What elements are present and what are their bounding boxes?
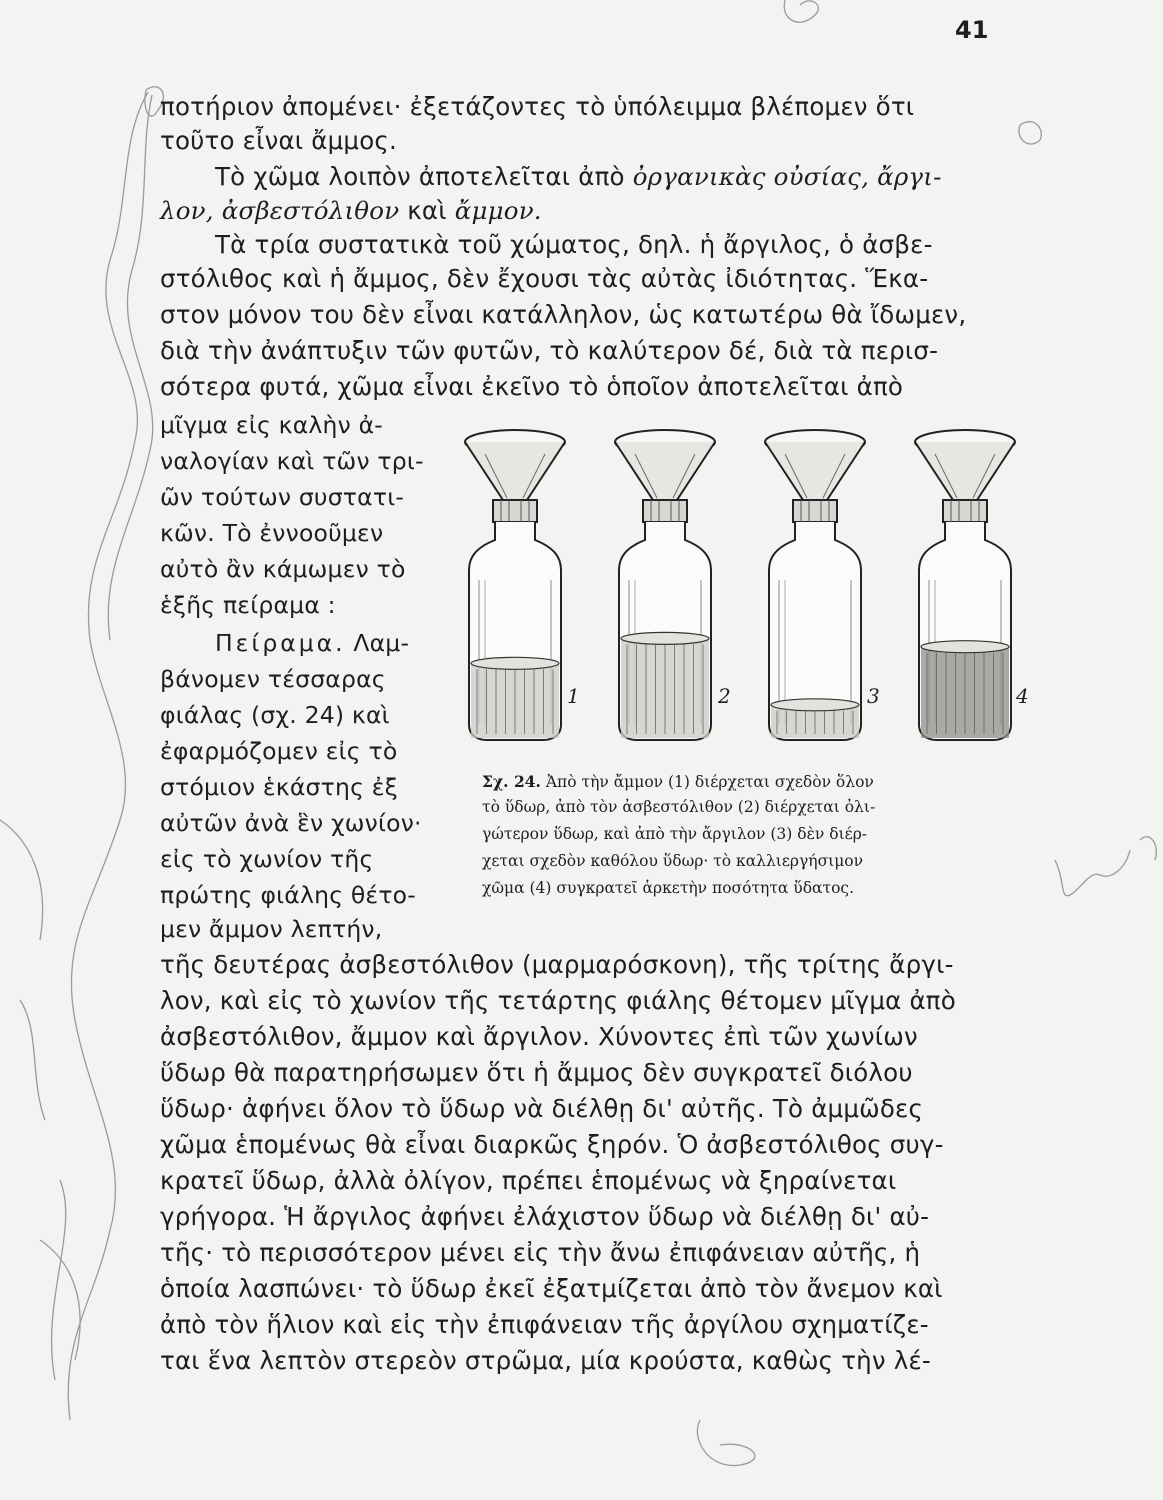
italic-term: ὀργανικὰς οὐσίας, ἄργι-: [632, 162, 942, 191]
body-line: ποτήριον ἀπομένει· ἐξετάζοντες τὸ ὑπόλειμμα βλέπομεν ὅτι: [160, 92, 915, 121]
body-line: ἀσβεστόλιθον, ἄμμον καὶ ἄργιλον. Χύνοντες ἐπὶ τῶν χωνίων: [160, 1022, 918, 1051]
figure-caption-line: χῶμα (4) συγκρατεῖ ἀρκετὴν ποσότητα ὕδατος.: [482, 879, 855, 897]
body-line: κρατεῖ ὕδωρ, ἀλλὰ ὀλίγον, πρέπει ἑπομένως νὰ ξηραίνεται: [160, 1166, 897, 1195]
body-line: [160, 196, 542, 226]
body-line: στόλιθος καὶ ἡ ἄμμος, δὲν ἔχουσι τὰς αὐτὰς ἰδιότητας. Ἕκα-: [160, 264, 929, 293]
narrow-line: κῶν. Τὸ ἐννοοῦμεν: [160, 519, 384, 547]
body-line: ἀπὸ τὸν ἥλιον καὶ εἰς τὴν ἐπιφάνειαν τῆς ἀργίλου σχηματίζε-: [160, 1310, 929, 1339]
figure-label-4: 4: [1016, 684, 1029, 708]
body-line: γρήγορα. Ἡ ἄργιλος ἀφήνει ἐλάχιστον ὕδωρ νὰ διέλθῃ δι' αὐ-: [160, 1202, 930, 1231]
body-line: ὁποία λασπώνει· τὸ ὕδωρ ἐκεῖ ἐξατμίζεται ἀπὸ τὸν ἄνεμον καὶ: [160, 1274, 943, 1303]
body-line: ὕδωρ· ἀφήνει ὅλον τὸ ὕδωρ νὰ διέλθῃ δι' αὐτῆς. Τὸ ἀμμῶδες: [160, 1094, 924, 1123]
figure-label-2: 2: [718, 684, 731, 708]
body-line: διὰ τὴν ἀνάπτυξιν τῶν φυτῶν, τὸ καλύτερον δέ, διὰ τὰ περισ-: [160, 336, 939, 365]
body-line: τῆς δευτέρας ἀσβεστόλιθον (μαρμαρόσκονη), τῆς τρίτης ἄργι-: [160, 950, 954, 979]
bottles-figure: [455, 420, 1035, 760]
narrow-line: αὐτῶν ἀνὰ ἓν χωνίον·: [160, 809, 422, 837]
page-number: 41: [955, 16, 989, 44]
body-line: ται ἕνα λεπτὸν στερεὸν στρῶμα, μία κρούστα, καθὼς τὴν λέ-: [160, 1346, 931, 1375]
figure-caption-line: τὸ ὕδωρ, ἀπὸ τὸν ἀσβεστόλιθον (2) διέρχεται ὀλι-: [482, 798, 876, 816]
narrow-line: ἐφαρμόζομεν εἰς τὸ: [160, 737, 398, 765]
body-text: Λαμ-: [345, 629, 410, 657]
bottle-1: [465, 430, 565, 740]
italic-term: ἄμμον.: [454, 196, 542, 225]
figure-caption-line: [482, 770, 1042, 794]
body-line: τῆς· τὸ περισσότερον μένει εἰς τὴν ἄνω ἐπιφάνειαν αὐτῆς, ἡ: [160, 1238, 921, 1267]
narrow-line: στόμιον ἑκάστης ἐξ: [160, 773, 398, 801]
body-line: λον, καὶ εἰς τὸ χωνίον τῆς τετάρτης φιάλης θέτομεν μῖγμα ἀπὸ: [160, 986, 956, 1015]
narrow-line: φιάλας (σχ. 24) καὶ: [160, 701, 390, 729]
caption-label: Σχ. 24.: [482, 772, 541, 791]
water-surface-4: [921, 641, 1009, 653]
narrow-line: βάνομεν τέσσαρας: [160, 665, 386, 693]
body-line: στον μόνον του δὲν εἶναι κατάλληλον, ὡς κατωτέρω θὰ ἴδωμεν,: [160, 300, 967, 329]
water-surface-2: [621, 632, 709, 644]
body-text: Τὸ χῶμα λοιπὸν ἀποτελεῖται ἀπὸ: [215, 162, 633, 191]
experiment-heading: Πείραμα.: [215, 629, 346, 657]
water-surface-1: [471, 657, 559, 669]
figure-caption-line: χεται σχεδὸν καθόλου ὕδωρ· τὸ καλλιεργήσιμον: [482, 852, 864, 870]
narrow-line: αὐτὸ ἂν κάμωμεν τὸ: [160, 555, 406, 583]
narrow-line: μῖγμα εἰς καλὴν ἀ-: [160, 411, 383, 439]
figure-label-3: 3: [867, 684, 880, 708]
body-text: καὶ: [399, 196, 455, 225]
caption-text: Ἀπὸ τὴν ἄμμον (1) διέρχεται σχεδὸν ὅλον: [540, 773, 874, 791]
figure-caption-line: γώτερον ὕδωρ, καὶ ἀπὸ τὴν ἄργιλον (3) δὲν διέρ-: [482, 825, 868, 843]
body-line: [215, 162, 942, 192]
body-line: ὕδωρ θὰ παρατηρήσωμεν ὅτι ἡ ἄμμος δὲν συγκρατεῖ διόλου: [160, 1058, 913, 1087]
water-surface-3: [771, 699, 859, 711]
bottle-4: [915, 430, 1015, 740]
bottle-2: [615, 430, 715, 740]
body-line: σότερα φυτά, χῶμα εἶναι ἐκεῖνο τὸ ὁποῖον ἀποτελεῖται ἀπὸ: [160, 372, 904, 401]
narrow-line: εἰς τὸ χωνίον τῆς: [160, 845, 374, 873]
narrow-line: [215, 628, 409, 658]
body-line: τοῦτο εἶναι ἄμμος.: [160, 126, 397, 155]
bottle-3: [765, 430, 865, 740]
narrow-line: μεν ἄμμον λεπτήν,: [160, 915, 383, 943]
body-line: Τὰ τρία συστατικὰ τοῦ χώματος, δηλ. ἡ ἄργιλος, ὁ ἀσβε-: [215, 230, 933, 259]
narrow-line: πρώτης φιάλης θέτο-: [160, 881, 416, 909]
narrow-line: ἑξῆς πείραμα :: [160, 591, 336, 619]
body-line: χῶμα ἑπομένως θὰ εἶναι διαρκῶς ξηρόν. Ὁ ἀσβεστόλιθος συγ-: [160, 1130, 944, 1159]
figure-label-1: 1: [567, 684, 580, 708]
narrow-line: ναλογίαν καὶ τῶν τρι-: [160, 447, 424, 475]
italic-term: λον, ἀσβεστόλιθον: [160, 196, 400, 225]
narrow-line: ῶν τούτων συστατι-: [160, 483, 405, 511]
